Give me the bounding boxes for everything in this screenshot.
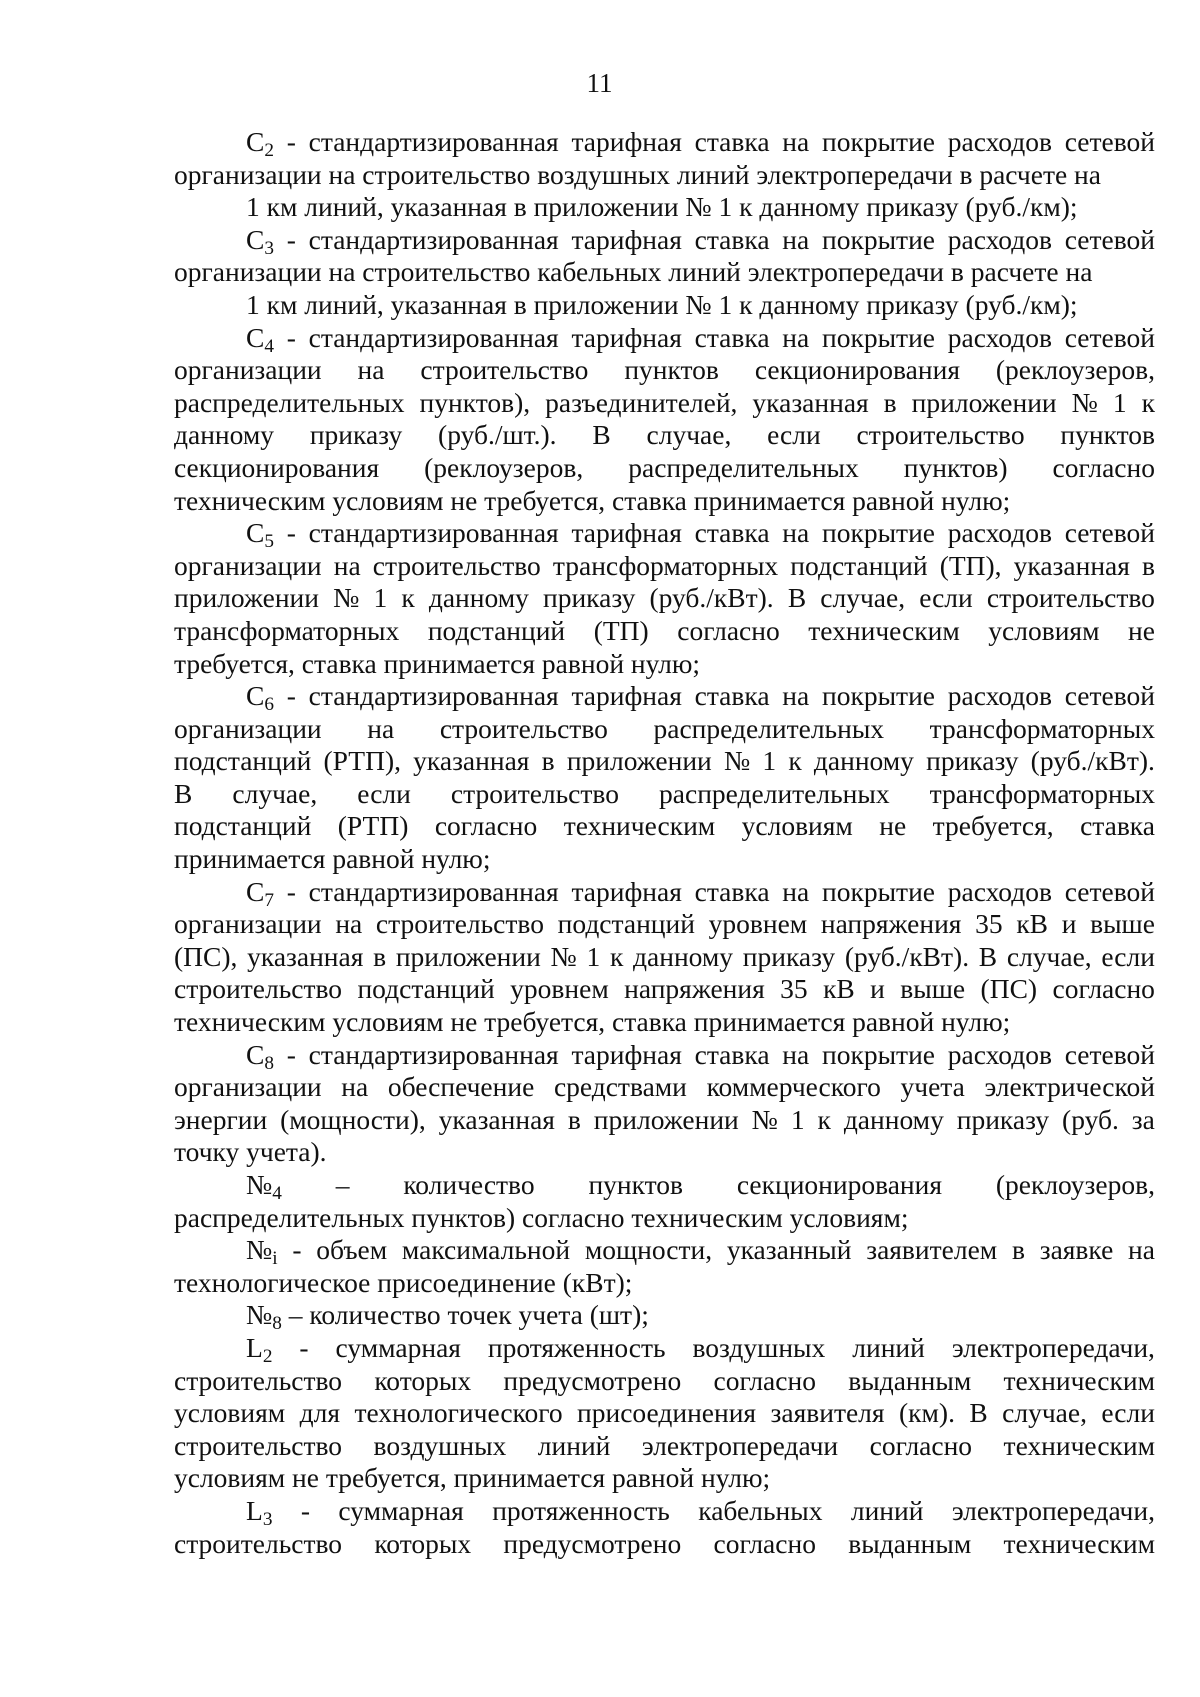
paragraph-c3 <box>174 224 1155 322</box>
text-line: условиям для технологического присоединения заявителя (км). В случае, если <box>174 1397 1155 1429</box>
symbol: C <box>246 875 265 907</box>
text-line: 1 км линий, указанная в приложении № 1 к данному приказу (руб./км); <box>246 288 1078 320</box>
text-line: подстанций (РТП), указанная в приложении № 1 к данному приказу (руб./кВт). <box>174 745 1155 777</box>
text-line: $C_3$ - стандартизированная тарифная ставка на покрытие расходов сетевой <box>246 223 1155 259</box>
text-line: $C_2$ - стандартизированная тарифная ставка на покрытие расходов сетевой <box>246 126 1155 161</box>
paragraph-c6 <box>174 680 1155 876</box>
text-line: организации на строительство трансформаторных подстанций (ТП), указанная в <box>174 549 1155 581</box>
paragraph-n8 <box>174 1299 1155 1335</box>
text-line: организации на строительство пунктов секционирования (реклоузеров, <box>174 354 1155 386</box>
text-line: энергии (мощности), указанная в приложении № 1 к данному приказу (руб. за <box>174 1103 1155 1135</box>
symbol-subscript: 8 <box>272 1313 282 1335</box>
text-line: условиям не требуется, принимается равной нулю; <box>174 1462 771 1494</box>
text-line: приложении № 1 к данному приказу (руб./кВт). В случае, если строительство <box>174 582 1155 614</box>
paragraph-c5 <box>174 517 1155 680</box>
symbol-subscript: 4 <box>264 335 274 357</box>
text-line: точку учета). <box>174 1136 327 1168</box>
symbol-subscript: 2 <box>262 1345 273 1367</box>
text-line: подстанций (РТП) согласно техническим условиям не требуется, ставка <box>174 810 1155 842</box>
symbol: C <box>246 321 265 353</box>
symbol: № <box>246 1234 273 1266</box>
symbol: № <box>246 1169 273 1200</box>
symbol: L <box>246 1494 263 1526</box>
paragraph-c8 <box>174 1039 1155 1169</box>
symbol-subscript: 3 <box>262 1508 273 1530</box>
text-line: техническим условиям не требуется, ставка принимается равной нулю; <box>174 1006 1011 1038</box>
text-line: строительство подстанций уровнем напряжения 35 кВ и выше (ПС) согласно <box>174 973 1155 1005</box>
text-line: строительство которых предусмотрено согласно выданным техническим <box>174 1527 1155 1559</box>
text-line: технологическое присоединение (кВт); <box>174 1266 633 1298</box>
text-line: организации на строительство кабельных линий электропередачи в расчете на <box>174 256 1093 288</box>
symbol: L <box>246 1331 263 1363</box>
paragraph-c7 <box>174 876 1155 1039</box>
text-line: строительство воздушных линий электропередачи согласно техническим <box>174 1429 1155 1461</box>
text-line: $№_4$ – количество пунктов секционирования (реклоузеров, <box>246 1169 1155 1204</box>
text-line: требуется, ставка принимается равной нулю; <box>174 647 701 679</box>
text-line: секционирования (реклоузеров, распределительных пунктов) согласно <box>174 451 1155 483</box>
symbol: C <box>246 1038 265 1070</box>
text-line: трансформаторных подстанций (ТП) согласно техническим условиям не <box>174 614 1155 646</box>
text-line: строительство которых предусмотрено согласно выданным техническим <box>174 1364 1155 1396</box>
text-line: техническим условиям не требуется, ставка принимается равной нулю; <box>174 484 1011 516</box>
symbol-subscript: i <box>272 1248 278 1269</box>
paragraph-n4 <box>174 1169 1155 1234</box>
text-line: (ПС), указанная в приложении № 1 к данному приказу (руб./кВт). В случае, если <box>174 940 1155 972</box>
symbol: C <box>246 223 265 255</box>
symbol: № <box>246 1299 273 1331</box>
symbol-subscript: 6 <box>264 693 274 715</box>
symbol-subscript: 2 <box>264 139 274 161</box>
text-line: данному приказу (руб./шт.). В случае, если строительство пунктов <box>174 419 1155 451</box>
text-line: $C_4$ - стандартизированная тарифная ставка на покрытие расходов сетевой <box>246 321 1155 357</box>
paragraph-l2 <box>174 1332 1155 1495</box>
symbol: C <box>246 126 265 157</box>
text-line: организации на строительство воздушных линий электропередачи в расчете на <box>174 158 1101 190</box>
paragraph-ni <box>174 1234 1155 1299</box>
paragraph-c2 <box>174 126 1155 224</box>
symbol-subscript: 5 <box>264 530 274 552</box>
text-line: организации на строительство подстанций уровнем напряжения 35 кВ и выше <box>174 908 1155 940</box>
symbol-subscript: 3 <box>264 237 274 259</box>
text-line: 1 км линий, указанная в приложении № 1 к данному приказу (руб./км); <box>246 191 1078 223</box>
paragraph-c4 <box>174 322 1155 518</box>
text-line: $L_3$ - суммарная протяженность кабельных линий электропередачи, <box>246 1494 1155 1530</box>
text-line: организации на строительство распределительных трансформаторных <box>174 712 1155 744</box>
text-line: $№_i$ - объем максимальной мощности, указанный заявителем в заявке на <box>246 1234 1155 1269</box>
symbol-subscript: 8 <box>264 1052 274 1074</box>
text-line <box>174 1299 1155 1335</box>
document-body <box>174 126 1155 1560</box>
text-line: $C_8$ - стандартизированная тарифная ставка на покрытие расходов сетевой <box>246 1038 1155 1074</box>
text-line: распределительных пунктов) согласно техническим условиям; <box>174 1201 909 1233</box>
symbol-subscript: 7 <box>264 889 274 911</box>
text-line: принимается равной нулю; <box>174 843 491 875</box>
text-line: $L_2$ - суммарная протяженность воздушных линий электропередачи, <box>246 1331 1155 1367</box>
text-line: распределительных пунктов), разъединителей, указанная в приложении № 1 к <box>174 386 1155 418</box>
text-line: В случае, если строительство распределительных трансформаторных <box>174 777 1155 809</box>
line-text: – количество точек учета (шт); <box>281 1299 649 1331</box>
symbol-subscript: 4 <box>272 1182 282 1204</box>
page-number: 11 <box>586 68 613 98</box>
symbol: C <box>246 517 265 549</box>
paragraph-l3 <box>174 1495 1155 1560</box>
text-line: $C_7$ - стандартизированная тарифная ставка на покрытие расходов сетевой <box>246 875 1155 911</box>
text-line: $C_6$ - стандартизированная тарифная ставка на покрытие расходов сетевой <box>246 680 1155 715</box>
text-line: $C_5$ - стандартизированная тарифная ставка на покрытие расходов сетевой <box>246 517 1155 552</box>
symbol: C <box>246 680 265 712</box>
text-line: организации на обеспечение средствами коммерческого учета электрической <box>174 1071 1155 1103</box>
